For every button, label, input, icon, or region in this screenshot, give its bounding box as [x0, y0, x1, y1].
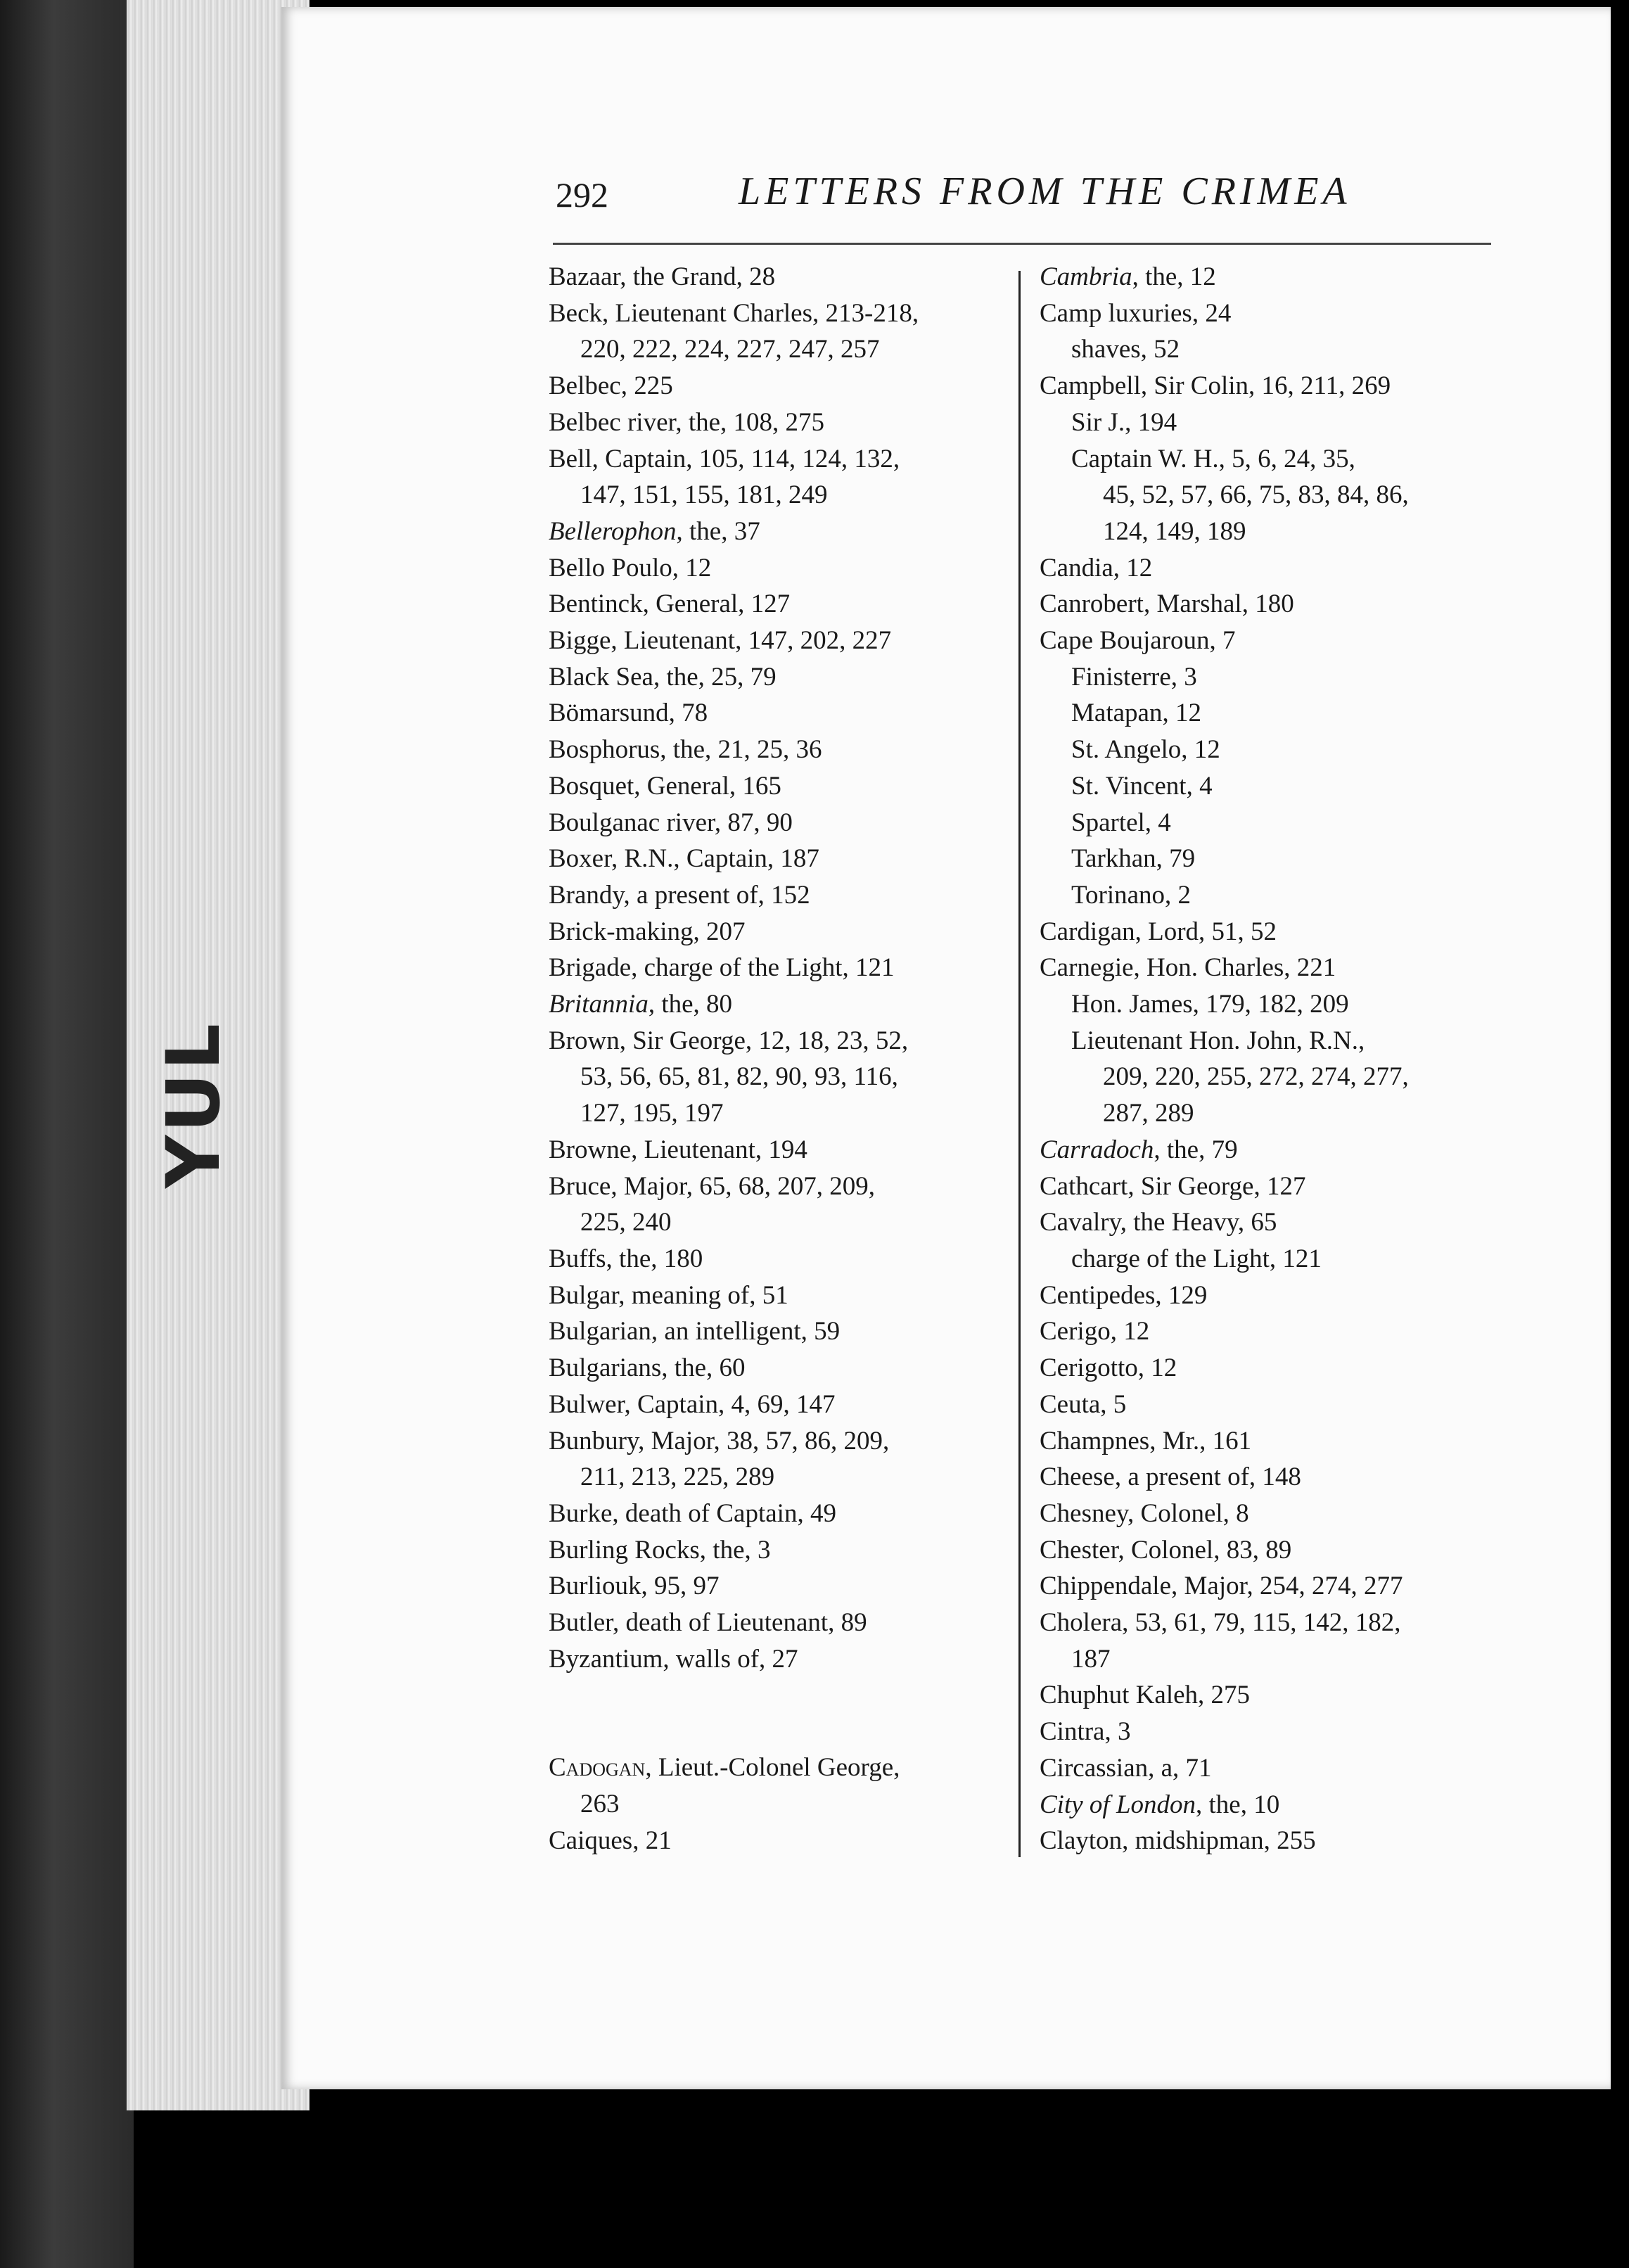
index-entry: Bulgar, meaning of, 51 — [549, 1280, 788, 1310]
index-entry: Bosquet, General, 165 — [549, 771, 781, 801]
book-spine — [0, 0, 134, 2268]
index-entry: Bosphorus, the, 21, 25, 36 — [549, 735, 822, 765]
italic-name: Bellerophon — [549, 516, 677, 546]
index-entry: Spartel, 4 — [1071, 808, 1171, 837]
index-entry: Bruce, Major, 65, 68, 207, 209, — [549, 1171, 876, 1201]
index-entry: Cape Boujaroun, 7 — [1040, 626, 1236, 656]
index-entry: Bömarsund, 78 — [549, 699, 708, 728]
index-entry: Chuphut Kaleh, 275 — [1040, 1681, 1251, 1710]
index-entry: Champnes, Mr., 161 — [1040, 1426, 1252, 1455]
index-entry: Belbec, 225 — [549, 371, 673, 401]
page-number: 292 — [556, 175, 608, 215]
index-entry: charge of the Light, 121 — [1071, 1244, 1322, 1273]
index-entry: 211, 213, 225, 289 — [580, 1463, 775, 1492]
smallcaps-name: Cadogan — [549, 1753, 646, 1783]
index-entry: Bell, Captain, 105, 114, 124, 132, — [549, 444, 900, 473]
index-spacer — [549, 1677, 999, 1750]
index-entry: 53, 56, 65, 81, 82, 90, 93, 116, — [580, 1062, 898, 1092]
index-entry: 124, 149, 189 — [1103, 516, 1246, 546]
index-entry: Camp luxuries, 24 — [1040, 298, 1232, 328]
index-entry: Beck, Lieutenant Charles, 213-218, — [549, 298, 919, 328]
index-entry: Finisterre, 3 — [1071, 662, 1197, 692]
index-entry: Brick-making, 207 — [549, 917, 746, 946]
index-entry: Bulwer, Captain, 4, 69, 147 — [549, 1389, 836, 1419]
library-stamp: YUL — [151, 1020, 236, 1189]
index-entry: Cheese, a present of, 148 — [1040, 1463, 1301, 1492]
index-entry: Sir J., 194 — [1071, 407, 1177, 437]
index-entry: shaves, 52 — [1071, 335, 1180, 364]
index-entry: Brandy, a present of, 152 — [549, 880, 810, 910]
index-entry: 209, 220, 255, 272, 274, 277, — [1103, 1062, 1409, 1092]
index-entry: 187 — [1071, 1644, 1111, 1674]
index-entry: Buffs, the, 180 — [549, 1244, 703, 1273]
index-entry: Boxer, R.N., Captain, 187 — [549, 844, 819, 874]
index-entry: Byzantium, walls of, 27 — [549, 1644, 798, 1674]
index-entry: Lieutenant Hon. John, R.N., — [1071, 1026, 1365, 1055]
column-divider — [1018, 271, 1021, 1857]
index-entry — [1040, 1787, 1504, 1823]
index-entry — [1040, 259, 1504, 295]
index-entry: Cerigo, 12 — [1040, 1317, 1150, 1346]
index-entry: St. Vincent, 4 — [1071, 771, 1213, 801]
index-entry: 220, 222, 224, 227, 247, 257 — [580, 335, 880, 364]
index-entry: Burling Rocks, the, 3 — [549, 1535, 771, 1565]
index-entry: Matapan, 12 — [1071, 699, 1201, 728]
index-entry: Black Sea, the, 25, 79 — [549, 662, 777, 692]
index-entry: Bello Poulo, 12 — [549, 553, 712, 582]
index-entry: Caiques, 21 — [549, 1826, 672, 1855]
index-entry: Bulgarians, the, 60 — [549, 1353, 746, 1383]
index-entry: Belbec river, the, 108, 275 — [549, 407, 825, 437]
index-entry: Circassian, a, 71 — [1040, 1753, 1212, 1783]
entry-rest: , the, 80 — [648, 990, 733, 1019]
index-entry: Chippendale, Major, 254, 274, 277 — [1040, 1572, 1403, 1601]
index-entry: Bentinck, General, 127 — [549, 590, 791, 619]
index-column-right — [1040, 259, 1504, 1859]
index-entry: Burliouk, 95, 97 — [549, 1572, 720, 1601]
index-entry: Captain W. H., 5, 6, 24, 35, — [1071, 444, 1355, 473]
index-entry: Canrobert, Marshal, 180 — [1040, 590, 1294, 619]
index-entry: 287, 289 — [1103, 1099, 1194, 1128]
index-entry: 225, 240 — [580, 1208, 672, 1237]
index-entry: Burke, death of Captain, 49 — [549, 1498, 836, 1528]
index-entry: Cholera, 53, 61, 79, 115, 142, 182, — [1040, 1608, 1401, 1638]
index-entry: Cardigan, Lord, 51, 52 — [1040, 917, 1277, 946]
index-entry: Cintra, 3 — [1040, 1717, 1131, 1747]
italic-name: City of London — [1040, 1790, 1196, 1819]
index-entry: Boulganac river, 87, 90 — [549, 808, 793, 837]
index-entry: Butler, death of Lieutenant, 89 — [549, 1608, 867, 1638]
entry-rest: , the, 12 — [1132, 262, 1216, 291]
index-entry — [549, 986, 999, 1023]
index-entry: Bigge, Lieutenant, 147, 202, 227 — [549, 626, 892, 656]
index-entry: Cerigotto, 12 — [1040, 1353, 1177, 1383]
index-entry: Cathcart, Sir George, 127 — [1040, 1171, 1306, 1201]
entry-rest: , the, 10 — [1196, 1790, 1280, 1819]
index-entry: Ceuta, 5 — [1040, 1389, 1127, 1419]
index-entry: Cavalry, the Heavy, 65 — [1040, 1208, 1277, 1237]
index-entry: Clayton, midshipman, 255 — [1040, 1826, 1316, 1856]
index-entry: Chester, Colonel, 83, 89 — [1040, 1535, 1292, 1565]
italic-name: Carradoch — [1040, 1135, 1154, 1164]
italic-name: Britannia — [549, 990, 649, 1019]
scan-edge — [1611, 0, 1629, 2268]
entry-rest: , Lieut.-Colonel George, — [645, 1753, 900, 1783]
index-entry: Torinano, 2 — [1071, 880, 1192, 910]
running-head — [556, 169, 1491, 225]
index-entry: Campbell, Sir Colin, 16, 211, 269 — [1040, 371, 1391, 401]
index-entry: Chesney, Colonel, 8 — [1040, 1498, 1249, 1528]
index-entry: 45, 52, 57, 66, 75, 83, 84, 86, — [1103, 480, 1409, 510]
index-entry: Bazaar, the Grand, 28 — [549, 262, 776, 291]
index-entry: Carnegie, Hon. Charles, 221 — [1040, 953, 1336, 983]
index-entry — [549, 514, 999, 550]
index-entry — [1040, 1132, 1504, 1168]
index-entry: Candia, 12 — [1040, 553, 1153, 582]
entry-rest: , the, 37 — [676, 516, 760, 546]
index-entry: Centipedes, 129 — [1040, 1280, 1208, 1310]
index-entry: Brigade, charge of the Light, 121 — [549, 953, 895, 983]
index-entry: 263 — [580, 1790, 620, 1819]
index-entry: Tarkhan, 79 — [1071, 844, 1196, 874]
index-column-left — [549, 259, 999, 1859]
index-entry: Browne, Lieutenant, 194 — [549, 1135, 807, 1164]
index-entry: 147, 151, 155, 181, 249 — [580, 480, 828, 510]
index-entry: Brown, Sir George, 12, 18, 23, 52, — [549, 1026, 909, 1055]
entry-rest: , the, 79 — [1154, 1135, 1238, 1164]
index-entry: St. Angelo, 12 — [1071, 735, 1220, 765]
index-entry: Hon. James, 179, 182, 209 — [1071, 990, 1349, 1019]
index-entry: 127, 195, 197 — [580, 1099, 724, 1128]
running-title: LETTERS FROM THE CRIMEA — [739, 170, 1351, 213]
index-entry — [549, 1750, 999, 1786]
header-rule — [553, 243, 1491, 245]
index-entry: Bunbury, Major, 38, 57, 86, 209, — [549, 1426, 890, 1455]
italic-name: Cambria — [1040, 262, 1132, 291]
index-entry: Bulgarian, an intelligent, 59 — [549, 1317, 841, 1346]
